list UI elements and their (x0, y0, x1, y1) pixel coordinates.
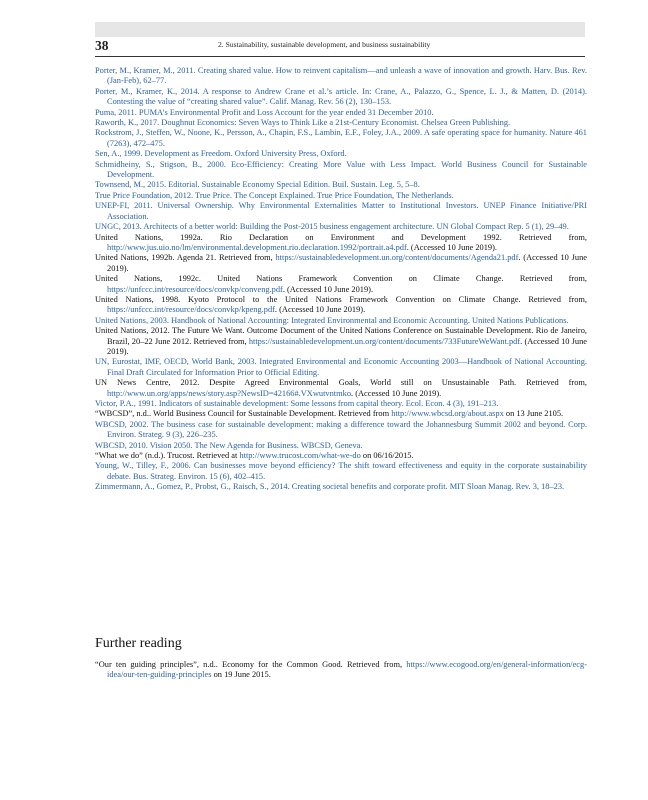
reference-text: WBCSD, 2002. The business case for sustainable development: making a difference toward the Johannesburg Summit 2002 and beyond. Corp. Environ. Strateg. 9 (3), 226–235. (95, 419, 587, 440)
reference-url-link[interactable]: http://www.un.org/apps/news/story.asp?NewsID=42166#.VXwutvntmko (107, 388, 352, 398)
reference-suffix: . (Accessed 10 June 2019). (406, 242, 497, 252)
reference-entry[interactable] (95, 118, 587, 128)
reference-text: United Nations, 1992b. Agenda 21. Retrieved from, (95, 253, 276, 263)
chapter-title: 2. Sustainability, sustainable development, and business sustainability (218, 40, 431, 49)
running-head (95, 38, 585, 57)
reference-suffix: on 19 June 2015. (211, 670, 271, 680)
reference-text: Young, W., Tilley, F., 2006. Can businesses move beyond efficiency? The shift toward effectiveness and equity in the corporate sustainability debate. Bus. Strateg. Environ. 15 (6), 402–415. (95, 461, 587, 481)
reference-text: United Nations, 2003. Handbook of National Accounting: Integrated Environmental and Economic Accounting. United Nations Publications. (95, 315, 569, 325)
reference-text: United Nations, 1998. Kyoto Protocol to the United Nations Framework Convention on Climate Change. Retrieved from, (95, 294, 587, 304)
reference-entry[interactable] (95, 108, 587, 118)
reference-entry (95, 326, 587, 357)
reference-entry (95, 660, 587, 681)
page-number: 38 (95, 38, 109, 53)
reference-text: Sen, A., 1999. Development as Freedom. Oxford University Press, Oxford. (95, 149, 347, 159)
reference-entry[interactable] (95, 201, 587, 222)
reference-entry[interactable] (95, 316, 587, 326)
reference-text: Puma, 2011. PUMA’s Environmental Profit and Loss Account for the year ended 31 December 2010. (95, 107, 434, 117)
reference-entry[interactable] (95, 66, 587, 87)
reference-suffix: . (Accessed 10 June 2019). (107, 253, 588, 273)
reference-suffix: . (Accessed 10 June 2019). (351, 388, 442, 398)
reference-text: United Nations, 2012. The Future We Want. Outcome Document of the United Nations Conference on Sustainable Development. Rio de Janeiro, Brazil, 20–22 June 2012. Retrieved from, (95, 326, 587, 346)
reference-suffix: on 13 June 2105. (503, 409, 564, 419)
reference-list (95, 66, 587, 493)
reference-text: Porter, M., Kramer, K., 2014. A response to Andrew Crane et al.’s article. In: Crane, A., Palazzo, G., Spence, L. J., & Matten, D. (2014). Contesting the value of “creating shared value”. Calif. Manag. Rev. 56 (2), 130–153. (95, 86, 587, 107)
reference-entry[interactable] (95, 180, 587, 190)
reference-url-link[interactable]: http://www.trucost.com/what-we-do (239, 451, 361, 461)
reference-text: United Nations, 1992c. United Nations Framework Convention on Climate Change. Retrieved from, (95, 274, 587, 284)
reference-entry (95, 233, 587, 254)
reference-text: UNGC, 2013. Architects of a better world: Building the Post-2015 business engagement architecture. UN Global Compact Rep. 5 (1), 29–49. (95, 222, 569, 232)
reference-entry[interactable] (95, 128, 587, 149)
reference-suffix: on 06/16/2015. (360, 451, 414, 461)
header-bar (95, 22, 585, 37)
further-reading-heading: Further reading (95, 636, 182, 651)
reference-text: True Price Foundation, 2012. True Price. The Concept Explained. True Price Foundation, The Netherlands. (95, 190, 454, 200)
reference-url-link[interactable]: https://sustainabledevelopment.un.org/content/documents/733FutureWeWant.pdf (248, 336, 521, 346)
reference-url-link[interactable]: http://www.wbcsd.org/about.aspx (391, 409, 504, 419)
reference-text: WBCSD, 2010. Vision 2050. The New Agenda for Business. WBCSD, Geneva. (95, 440, 363, 450)
reference-entry (95, 378, 587, 399)
reference-entry[interactable] (95, 420, 587, 441)
reference-entry (95, 253, 587, 274)
reference-entry[interactable] (95, 149, 587, 159)
reference-url-link[interactable]: https://unfccc.int/resource/docs/convkp/conveng.pdf (107, 284, 283, 294)
reference-entry (95, 274, 587, 295)
reference-text: Zimmermann, A., Gomez, P., Probst, G., Raisch, S., 2014. Creating societal benefits and corporate profit. MIT Sloan Manag. Rev. 3, 18–23. (95, 482, 565, 492)
reference-entry[interactable] (95, 160, 587, 181)
reference-entry[interactable] (95, 441, 587, 451)
reference-text: UNEP-FI, 2011. Universal Ownership. Why Environmental Externalities Matter to Institutional Investors. UNEP Finance Initiative/PRI Association. (95, 201, 587, 221)
reference-entry[interactable] (95, 399, 587, 409)
reference-text: Raworth, K., 2017. Doughnut Economics: Seven Ways to Think Like a 21st-Century Economist. Chelsea Green Publishing. (95, 118, 511, 128)
reference-url-link[interactable]: http://www.jus.uio.no/lm/environmental.development.rio.declaration.1992/portrait.a4.pdf (107, 242, 407, 252)
reference-text: Schmidheiny, S., Stigson, B., 2000. Eco-Efficiency: Creating More Value with Less Impact. World Business Council for Sustainable Development. (95, 159, 587, 180)
reference-entry[interactable] (95, 482, 587, 492)
reference-url-link[interactable]: https://unfccc.int/resource/docs/convkp/kpeng.pdf (107, 305, 275, 315)
reference-text: United Nations, 1992a. Rio Declaration on Environment and Development 1992. Retrieved from, (95, 232, 587, 242)
reference-text: Townsend, M., 2015. Editorial. Sustainable Economy Special Edition. Buil. Sustain. Leg. 5, 5–8. (95, 180, 420, 190)
reference-suffix: . (Accessed 10 June 2019). (274, 305, 366, 315)
reference-text: “Our ten guiding principles”, n.d.. Economy for the Common Good. Retrieved from, (95, 660, 407, 669)
reference-text: “What we do” (n.d.). Trucost. Retrieved at (95, 451, 240, 461)
reference-entry[interactable] (95, 191, 587, 201)
reference-text: “WBCSD”, n.d.. World Business Council for Sustainable Development. Retrieved from (95, 409, 392, 419)
reference-suffix: . (Accessed 10 June 2019). (282, 284, 374, 294)
further-reading-list (95, 660, 587, 681)
reference-url-link[interactable]: https://sustainabledevelopment.un.org/content/documents/Agenda21.pdf (275, 253, 519, 263)
reference-entry[interactable] (95, 87, 587, 108)
reference-text: Rockstrom, J., Steffen, W., Noone, K., Persson, A., Chapin, F.S., Lambin, E.F., Foley, J.A., 2009. A safe operating space for humanity. Nature 461 (7263), 472–475. (95, 128, 587, 148)
reference-entry[interactable] (95, 461, 587, 482)
reference-text: Porter, M., Kramer, M., 2011. Creating shared value. How to reinvent capitalism—and unleash a wave of innovation and growth. Harv. Bus. Rev. (Jan-Feb), 62–77. (95, 66, 587, 86)
reference-text: UN, Eurostat, IMF, OECD, World Bank, 2003. Integrated Environmental and Economic Accounting 2003—Handbook of National Accounting. Final Draft Circulated for Information Prior to Official Editing. (95, 357, 587, 377)
reference-text: UN News Centre, 2012. Despite Agreed Environmental Goals, World still on Unsustainable Path. Retrieved from, (95, 378, 587, 388)
reference-entry (95, 451, 587, 461)
reference-entry (95, 295, 587, 316)
reference-suffix: . (Accessed 10 June 2019). (107, 336, 588, 356)
reference-url-link[interactable]: https://www.ecogood.org/en/general-information/ecg-idea/our-ten-guiding-principles (107, 660, 587, 680)
reference-entry[interactable] (95, 222, 587, 232)
reference-text: Victor, P.A., 1991. Indicators of sustainable development: Some lessons from capital theory. Ecol. Econ. 4 (3), 191–213. (95, 399, 499, 408)
reference-entry (95, 409, 587, 419)
reference-entry[interactable] (95, 357, 587, 378)
